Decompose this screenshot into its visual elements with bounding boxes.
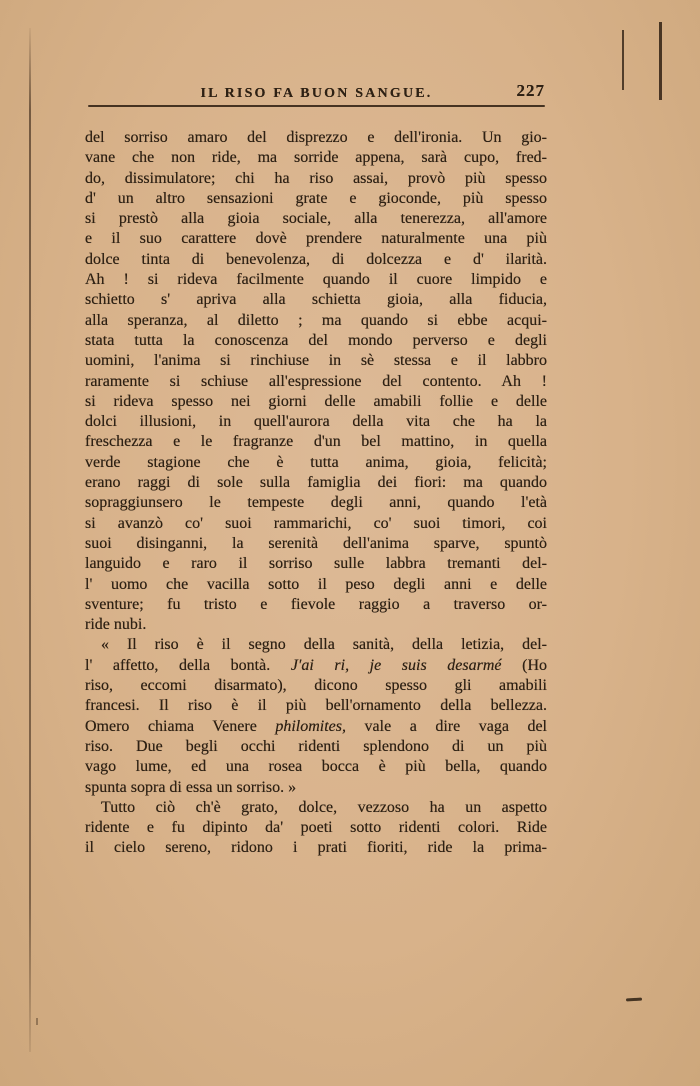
text-line <box>85 676 547 696</box>
text-segment: freschezza e le fragranze d'un bel mattino, in quella <box>85 433 547 451</box>
text-segment: si prestò alla gioia sociale, alla tenerezza, all'amore <box>85 210 547 228</box>
text-line <box>85 331 547 351</box>
text-line <box>85 169 547 189</box>
text-segment: del sorriso amaro del disprezzo e dell'ironia. Un gio- <box>85 129 547 146</box>
text-line <box>85 432 547 452</box>
text-line <box>85 696 547 716</box>
text-segment: ridente e fu dipinto da' poeti sotto ridenti colori. Ride <box>85 819 547 837</box>
text-segment: sopraggiunsero le tempeste degli anni, quando l'età <box>85 494 547 512</box>
text-segment: Ah ! si rideva facilmente quando il cuore limpido e <box>85 271 547 289</box>
text-segment: stata tutta la conoscenza del mondo perverso e degli <box>85 331 547 349</box>
scan-artifact-bottom-left-speck <box>36 1018 38 1025</box>
text-segment: vane che non ride, ma sorride appena, sarà cupo, fred- <box>85 149 547 167</box>
text-line <box>85 595 547 615</box>
text-segment: uomini, l'anima si rinchiuse in sè stessa e il labbro <box>85 352 547 370</box>
text-line <box>85 189 547 209</box>
text-line <box>85 311 547 331</box>
text-line <box>85 615 547 635</box>
text-line <box>85 818 547 838</box>
text-line <box>85 392 547 412</box>
text-segment: do, dissimulatore; chi ha riso assai, provò più spesso <box>85 169 547 187</box>
text-segment: Omero chiama Venere <box>85 717 276 735</box>
text-segment: e il suo carattere dovè prendere naturalmente una più <box>85 230 547 248</box>
text-line <box>85 209 547 229</box>
text-segment: languido e raro il sorriso sulle labbra tremanti del- <box>85 555 547 573</box>
text-line <box>85 798 547 818</box>
text-line <box>85 635 547 655</box>
text-segment: vale a dire vaga del <box>346 717 548 735</box>
text-line <box>85 372 547 392</box>
text-line <box>85 351 547 371</box>
text-line <box>85 514 547 534</box>
text-line <box>85 250 547 270</box>
text-segment: francesi. Il riso è il più bell'ornamento della bellezza. <box>85 697 547 715</box>
page-body <box>85 128 547 859</box>
text-segment: sventure; fu tristo e fievole raggio a traverso or- <box>85 595 547 613</box>
text-line <box>85 473 547 493</box>
text-segment: alla speranza, al diletto ; ma quando si ebbe acqui- <box>85 311 547 329</box>
running-header-title: IL RISO FA BUON SANGUE. <box>200 86 433 101</box>
text-line <box>85 534 547 554</box>
text-segment: riso. Due begli occhi ridenti splendono di un più <box>85 737 547 755</box>
text-line <box>85 737 547 757</box>
text-segment: suoi disinganni, la serenità dell'anima sparve, spuntò <box>85 534 547 552</box>
text-segment: si rideva spesso nei giorni delle amabili follie e delle <box>85 392 547 410</box>
text-segment: il cielo sereno, ridono i prati fioriti, ride la prima- <box>85 839 547 857</box>
text-segment: raramente si schiuse all'espressione del contento. Ah ! <box>85 372 547 390</box>
text-segment: l' uomo che vacilla sotto il peso degli anni e delle <box>85 575 547 593</box>
text-line <box>85 493 547 513</box>
text-segment: (Ho <box>501 656 547 674</box>
text-line <box>85 656 547 676</box>
text-segment: riso, eccomi disarmato), dicono spesso gli amabili <box>85 677 547 695</box>
text-line <box>85 838 547 858</box>
page-number: 227 <box>516 81 545 100</box>
running-header <box>88 81 545 102</box>
text-line <box>85 453 547 473</box>
text-segment: dolce tinta di benevolenza, di dolcezza e d' ilarità. <box>85 250 547 268</box>
text-line <box>85 575 547 595</box>
text-segment: si avanzò co' suoi rammarichi, co' suoi timori, coi <box>85 514 547 532</box>
text-segment: « Il riso è il segno della sanità, della letizia, del- <box>101 636 547 654</box>
text-segment: dolci illusioni, in quell'aurora della vita che ha la <box>85 413 547 431</box>
text-line <box>85 717 547 737</box>
text-segment: d' un altro sensazioni grate e gioconde, più spesso <box>85 189 547 207</box>
text-line <box>85 412 547 432</box>
italic-text-segment: philomites, <box>275 717 346 735</box>
text-segment: vago lume, ed una rosea bocca è più bella, quando <box>85 758 547 776</box>
header-rule <box>88 105 545 107</box>
text-line <box>85 757 547 777</box>
text-segment: Tutto ciò ch'è grato, dolce, vezzoso ha un aspetto <box>101 798 547 816</box>
text-line <box>85 148 547 168</box>
text-segment: ride nubi. <box>85 616 147 634</box>
scan-artifact-top-right-tick-2 <box>659 22 662 100</box>
text-segment: verde stagione che è tutta anima, gioia, felicità; <box>85 453 547 471</box>
text-line <box>85 554 547 574</box>
text-line <box>85 290 547 310</box>
text-segment: spunta sopra di essa un sorriso. » <box>85 778 297 796</box>
text-segment: l' affetto, della bontà. <box>85 656 291 674</box>
text-line <box>85 229 547 249</box>
text-line <box>85 778 547 798</box>
text-segment: schietto s' apriva alla schietta gioia, alla fiducia, <box>85 291 547 309</box>
scan-artifact-bottom-right-dash <box>626 998 642 1002</box>
text-line <box>85 270 547 290</box>
text-segment: erano raggi di sole sulla famiglia dei fiori: ma quando <box>85 474 547 492</box>
italic-text-segment: J'ai ri, je suis desarmé <box>290 656 502 674</box>
scan-artifact-left-edge-line <box>29 28 31 1052</box>
text-line <box>85 128 547 148</box>
scan-artifact-top-right-tick-1 <box>622 30 624 90</box>
